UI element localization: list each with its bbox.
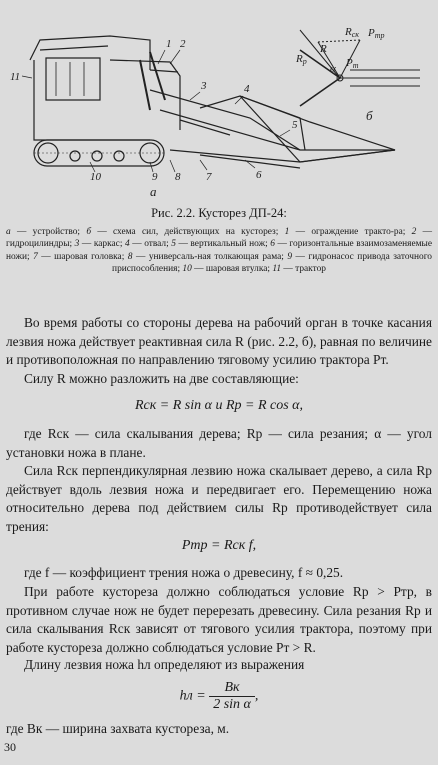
caption-text-5: — отвал; <box>129 239 172 250</box>
paragraph-3: где Rск — сила скалывания дерева; Rр — сила резания; α — угол установки ножа в плане. <box>6 426 432 460</box>
label-11: 11 <box>10 71 21 83</box>
caption-key-4: 3 <box>74 239 80 250</box>
caption-key-6: 5 <box>171 239 176 250</box>
page-number: 30 <box>4 740 16 754</box>
label-6: 6 <box>256 169 262 181</box>
caption-text-1: — схема сил, действующих на кусторез; <box>91 227 285 237</box>
label-10: 10 <box>90 171 101 183</box>
formula-2: Pтр = Rск f, <box>181 538 257 553</box>
caption-text-9: — универсаль-ная толкающая рама; <box>132 251 288 262</box>
label-r: R <box>320 43 327 55</box>
label-r-ck: Rск <box>345 26 360 39</box>
caption-key-5: 4 <box>125 239 130 250</box>
label-r-p: Rр <box>296 53 307 66</box>
label-3: 3 <box>201 80 207 92</box>
label-7: 7 <box>206 171 212 183</box>
paragraph-7: Длину лезвия ножа hл определяют из выражения <box>24 657 305 672</box>
caption-key-1: б <box>86 227 92 237</box>
caption-key-7: 6 <box>270 239 275 250</box>
caption-key-10: 9 <box>287 251 293 262</box>
caption-key-0: а <box>6 227 11 237</box>
caption-key-3: 2 <box>411 227 417 237</box>
caption-text-7: — горизонтальные взаимозаменяемые ножи; <box>6 239 432 262</box>
paragraph-6: При работе кустореза должно соблюдаться условие Rр > Pтр, в противном случае нож не будет перерезать древесину. Сила резания Rр и сила скалывания Rск зависят от тягового усилия трактора, поэтому при работе кустореза должно соблюдаться условие Pт > R. <box>6 584 432 655</box>
caption-text-2: — ограждение тракто-ра; <box>289 227 412 237</box>
label-8: 8 <box>175 171 181 183</box>
caption-key-11: 10 <box>182 264 192 275</box>
paragraph-2: Силу R можно разложить на две составляющие: <box>24 371 299 386</box>
label-2: 2 <box>180 38 186 50</box>
caption-text-8: — шаровая головка; <box>37 251 128 262</box>
label-4: 4 <box>244 83 250 95</box>
label-p-tr: Pтр <box>368 27 385 40</box>
label-sub-b: б <box>366 108 373 123</box>
caption-text-6: — вертикальный нож; <box>175 239 271 250</box>
caption-key-8: 7 <box>33 251 38 262</box>
paragraph-8: где Bк — ширина захвата кустореза, м. <box>6 721 230 736</box>
label-alpha: α <box>330 63 336 75</box>
caption-text-0: — устройство; <box>10 227 87 237</box>
figure-caption-body <box>6 226 432 276</box>
caption-text-3: — гидроцилиндры; <box>6 227 432 250</box>
caption-text-10: — гидронасос привода заточного приспособления; <box>112 251 432 275</box>
formula-3: hл = $\frac{Bк}{\text{2 sin α}}$ , <box>179 680 259 712</box>
formula-1: Rск = R sin α и Rр = R cos α, <box>134 398 304 413</box>
label-p-t: Pт <box>346 57 359 70</box>
label-sub-a: а <box>150 184 157 199</box>
label-1: 1 <box>166 38 172 50</box>
paragraph-5: где f — коэффициент трения ножа о древесину, f ≈ 0,25. <box>24 565 344 580</box>
figure-kustorez <box>0 0 438 200</box>
label-9: 9 <box>152 171 158 183</box>
paragraph-4: Сила Rск перпендикулярная лезвию ножа скалывает дерево, а сила Rр действует вдоль лезвия ножа и передвигает его. Перемещению ножа относительно дерева под действием силы Rр противодействует сила трения: <box>6 463 432 534</box>
caption-key-2: 1 <box>284 227 290 237</box>
caption-text-4: — каркас; <box>79 239 126 250</box>
paragraph-1: Во время работы со стороны дерева на рабочий орган в точке касания лезвия ножа действует реактивная сила R (рис. 2.2, б), равная по величине и противоположная по направлению тяговому усилию трактора Pт. <box>6 315 432 367</box>
caption-text-12: — трактор <box>281 264 326 275</box>
label-5: 5 <box>292 119 298 131</box>
figure-caption-title: Рис. 2.2. Кусторез ДП-24: <box>151 206 287 220</box>
caption-key-12: 11 <box>272 264 282 275</box>
caption-text-11: — шаровая втулка; <box>191 264 273 275</box>
caption-key-9: 8 <box>127 251 133 262</box>
